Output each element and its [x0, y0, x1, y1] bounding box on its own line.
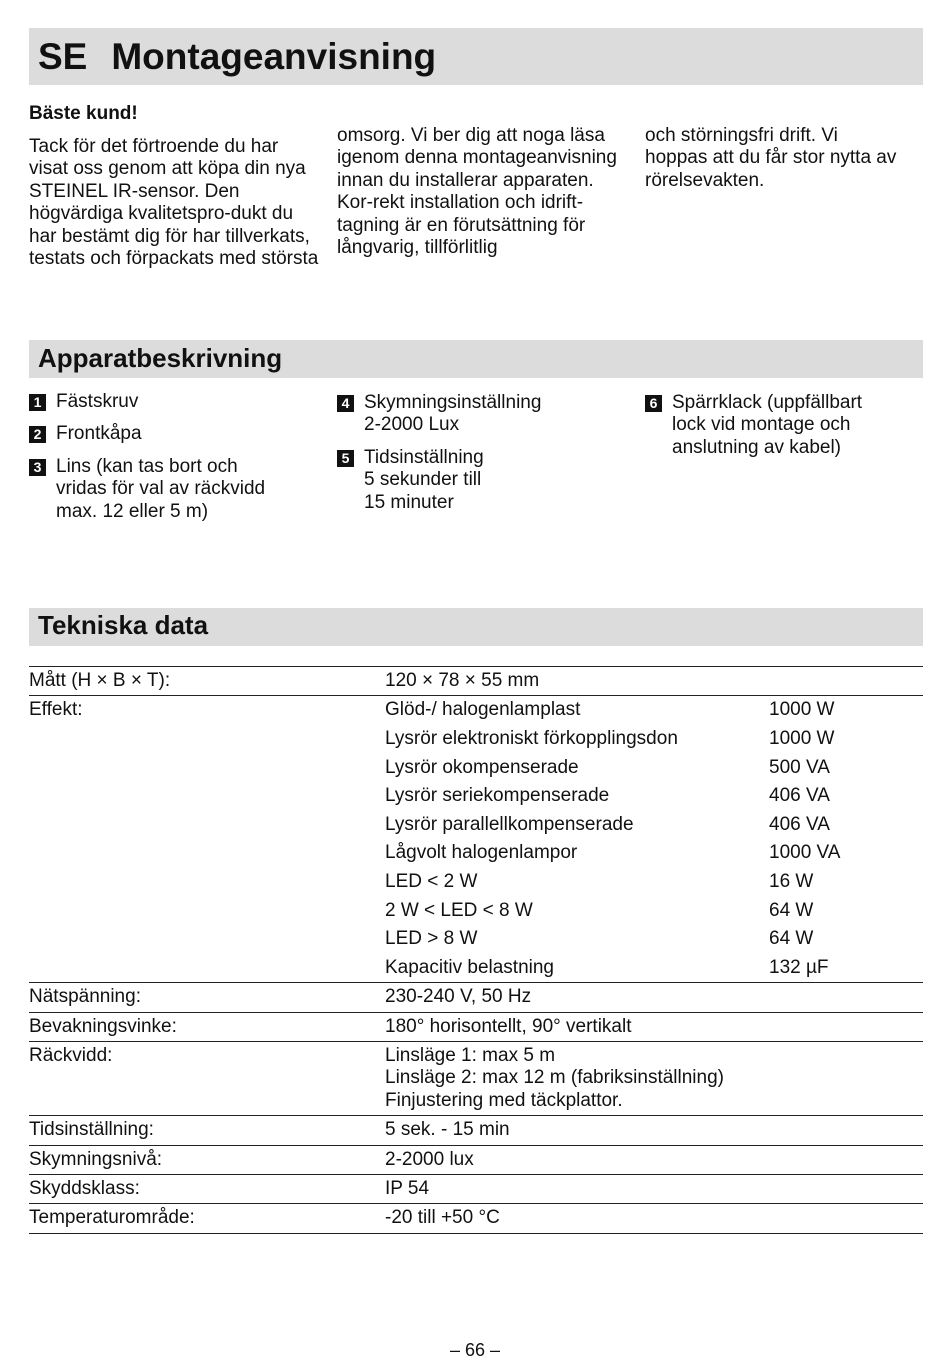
spec-value: 230-240 V, 50 Hz	[385, 986, 532, 1008]
item-number: 6	[645, 395, 662, 412]
description-column-1	[29, 391, 329, 533]
load-row	[385, 957, 923, 979]
list-item	[337, 392, 637, 437]
spec-value: 5 sek. - 15 min	[385, 1119, 510, 1141]
item-number: 3	[29, 459, 46, 476]
spec-label: Skyddsklass:	[29, 1178, 140, 1199]
item-text: Fästskruv	[56, 391, 139, 412]
load-row	[385, 785, 923, 814]
item-text: Lins (kan tas bort och vridas för val av räckvidd max. 12 eller 5 m)	[56, 455, 266, 522]
load-value: 1000 VA	[769, 842, 841, 864]
spec-table	[29, 666, 923, 1234]
spec-value: 180° horisontellt, 90° vertikalt	[385, 1015, 632, 1037]
item-text: Tidsinställning 5 sekunder till 15 minuter	[364, 446, 484, 513]
spec-label: Effekt:	[29, 699, 83, 721]
intro-text-3: och störningsfri drift. Vi hoppas att du får stor nytta av rörelsevakten.	[645, 125, 897, 191]
item-number: 5	[337, 450, 354, 467]
description-column-3	[645, 392, 935, 469]
spec-row-voltage	[29, 983, 923, 1012]
load-name: LED > 8 W	[385, 928, 478, 950]
tech-title: Tekniska data	[38, 610, 209, 640]
spec-value: 120 × 78 × 55 mm	[385, 670, 540, 691]
intro-column-3	[645, 125, 905, 192]
load-row	[385, 699, 923, 728]
load-row	[385, 842, 923, 871]
intro-text-2: omsorg. Vi ber dig att noga läsa igenom denna montageanvisning innan du installerar apparaten. Kor-rekt installation och idrift-tagning är en förutsättning för långvarig, tillförlitlig	[337, 125, 617, 259]
load-value: 406 VA	[769, 813, 830, 835]
list-item	[645, 392, 935, 459]
spec-label: Bevakningsvinke:	[29, 1015, 177, 1037]
load-name: Lysrör parallellkompenserade	[385, 813, 634, 835]
load-row	[385, 871, 923, 900]
item-number: 4	[337, 395, 354, 412]
item-text: Skymningsinställning 2-2000 Lux	[364, 392, 542, 436]
range-line: Linsläge 2: max 12 m (fabriksinställning)	[385, 1067, 724, 1089]
item-number: 1	[29, 394, 46, 411]
spec-value: IP 54	[385, 1178, 430, 1199]
load-value: 1000 W	[769, 699, 835, 721]
page-number: – 66 –	[449, 1340, 501, 1360]
load-value: 500 VA	[769, 756, 830, 778]
load-row	[385, 728, 923, 757]
spec-label: Skymningsnivå:	[29, 1148, 163, 1170]
spec-row-time	[29, 1116, 923, 1145]
spec-row-angle	[29, 1013, 923, 1042]
load-list	[385, 699, 923, 979]
list-item	[337, 447, 637, 514]
spec-row-protection	[29, 1175, 923, 1204]
load-value: 1000 W	[769, 728, 835, 749]
spec-value: -20 till +50 °C	[385, 1207, 500, 1229]
spec-row-range	[29, 1042, 923, 1116]
description-title: Apparatbeskrivning	[38, 343, 283, 373]
spec-label: Nätspänning:	[29, 986, 141, 1008]
spec-row-temperature	[29, 1204, 923, 1233]
load-value: 64 W	[769, 899, 814, 921]
range-line: Linsläge 1: max 5 m	[385, 1044, 556, 1066]
load-row	[385, 900, 923, 929]
range-line: Finjustering med täckplattor.	[385, 1089, 623, 1111]
page-title	[38, 36, 436, 78]
spec-label: Räckvidd:	[29, 1044, 113, 1066]
load-row	[385, 814, 923, 843]
list-item	[29, 423, 329, 445]
load-name: Kapacitiv belastning	[385, 956, 554, 978]
load-value: 406 VA	[769, 785, 830, 807]
item-text: Spärrklack (uppfällbart lock vid montage och anslutning av kabel)	[672, 392, 863, 458]
item-text: Frontkåpa	[56, 423, 142, 445]
intro-text-1: Tack för det förtroende du har visat oss genom att köpa din nya STEINEL IR-sensor. Den högvärdiga kvalitetspro-dukt du har bestämt dig för har tillverkats, testats och förpackats med största	[29, 136, 319, 270]
load-name: Lysrör okompenserade	[385, 756, 579, 778]
spec-value: 2-2000 lux	[385, 1148, 474, 1170]
load-value: 132 µF	[769, 956, 829, 978]
title-text: Montageanvisning	[111, 36, 437, 77]
load-row	[385, 928, 923, 957]
list-item	[29, 456, 329, 523]
load-value: 64 W	[769, 928, 814, 950]
load-name: Lågvolt halogenlampor	[385, 842, 578, 864]
load-row	[385, 757, 923, 786]
intro-column-2	[337, 125, 617, 259]
load-value: 16 W	[769, 870, 814, 892]
spec-row-twilight	[29, 1146, 923, 1175]
spec-label: Temperaturområde:	[29, 1207, 195, 1229]
spec-label: Mått (H × B × T):	[29, 670, 171, 691]
load-name: 2 W < LED < 8 W	[385, 899, 533, 921]
spec-value	[385, 1045, 923, 1112]
description-column-2	[337, 392, 637, 524]
item-number: 2	[29, 426, 46, 443]
load-name: LED < 2 W	[385, 870, 478, 892]
intro-column-1	[29, 136, 319, 270]
list-item	[29, 391, 329, 413]
greeting: Bäste kund!	[29, 103, 138, 124]
spec-label: Tidsinställning:	[29, 1119, 154, 1141]
spec-row-dimensions	[29, 667, 923, 696]
language-code: SE	[38, 36, 88, 77]
load-name: Lysrör elektroniskt förkopplingsdon	[385, 728, 678, 749]
load-name: Glöd-/ halogenlamplast	[385, 699, 581, 721]
spec-row-power	[29, 696, 923, 983]
load-name: Lysrör seriekompenserade	[385, 785, 610, 807]
